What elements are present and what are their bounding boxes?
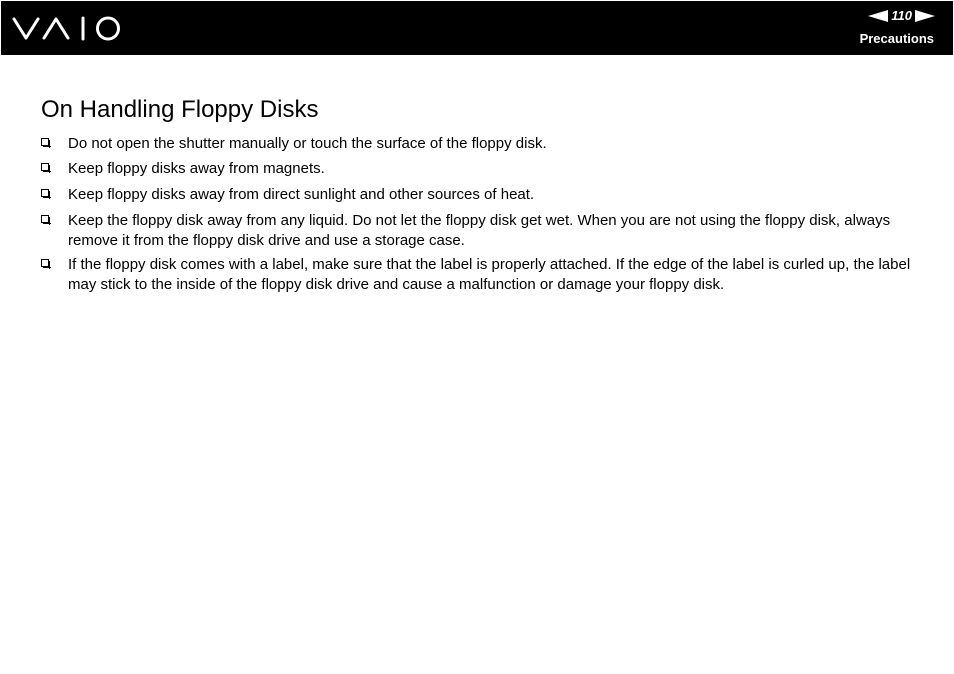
page-number: 110	[891, 8, 912, 23]
left-arrow-icon[interactable]	[868, 10, 888, 22]
checkbox-bullet-icon	[41, 189, 49, 197]
list-item-text: Keep floppy disks away from magnets.	[68, 160, 325, 177]
page-title: On Handling Floppy Disks	[41, 96, 319, 123]
right-arrow-icon[interactable]	[915, 10, 935, 22]
checkbox-bullet-icon	[41, 215, 49, 223]
page-navigation	[868, 8, 935, 24]
checkbox-bullet-icon	[41, 138, 49, 146]
checkbox-bullet-icon	[41, 163, 49, 171]
section-title: Precautions	[859, 31, 934, 46]
list-item-text: Keep the floppy disk away from any liquid. Do not let the floppy disk get wet. When you are not using the floppy disk, always remove it from the floppy disk drive and use a storage case.	[68, 212, 891, 249]
list-item-text: Do not open the shutter manually or touch the surface of the floppy disk.	[68, 135, 547, 152]
list-item-text: Keep floppy disks away from direct sunlight and other sources of heat.	[68, 186, 535, 203]
header-bar	[1, 1, 953, 55]
checkbox-bullet-icon	[41, 259, 49, 267]
list-item-text: If the floppy disk comes with a label, make sure that the label is properly attached. If the edge of the label is curled up, the label may stick to the inside of the floppy disk drive and cause a malfunction or damage your floppy disk.	[68, 256, 911, 293]
vaio-logo	[12, 15, 122, 43]
